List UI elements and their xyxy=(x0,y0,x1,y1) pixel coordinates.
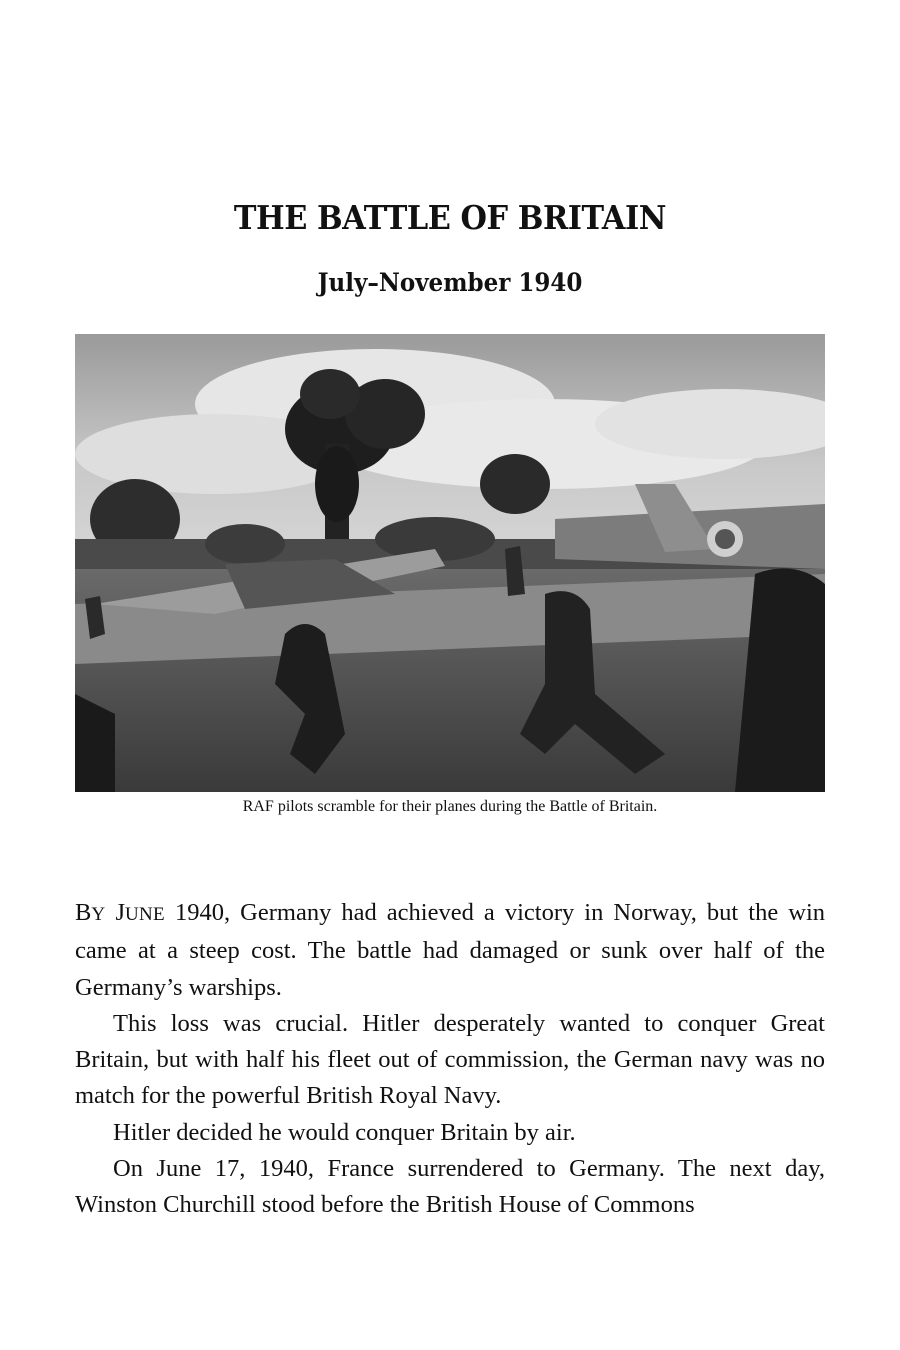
paragraph-1 xyxy=(75,895,825,1006)
chapter-subtitle: July–November 1940 xyxy=(317,268,583,297)
paragraph-3: Hitler decided he would conquer Britain by air. xyxy=(113,1118,576,1146)
airfield-photo xyxy=(75,334,825,792)
paragraph-2: This loss was crucial. Hitler desperately wanted to conquer Great Britain, but with half his fleet out of commission, the German navy was no match for the powerful British Royal Navy. xyxy=(75,1009,825,1110)
paragraph-1-text: 1940, Germany had achieved a victory in Norway, but the win came at a steep cost. The battle had damaged or sunk over half of the Germany’s warships. xyxy=(75,899,826,1001)
smallcaps-june: JUNE xyxy=(115,899,165,926)
smallcaps-by: BY xyxy=(75,899,106,926)
photo-caption: RAF pilots scramble for their planes during the Battle of Britain. xyxy=(242,798,658,815)
paragraph-4: On June 17, 1940, France surrendered to Germany. The next day, Winston Churchill stood before the British House of Commons xyxy=(75,1155,825,1219)
smallcaps-by-rest: Y xyxy=(91,904,106,925)
chapter-title: THE BATTLE OF BRITAIN xyxy=(233,198,667,237)
body-text xyxy=(75,895,825,1224)
smallcaps-june-rest: UNE xyxy=(124,904,165,925)
